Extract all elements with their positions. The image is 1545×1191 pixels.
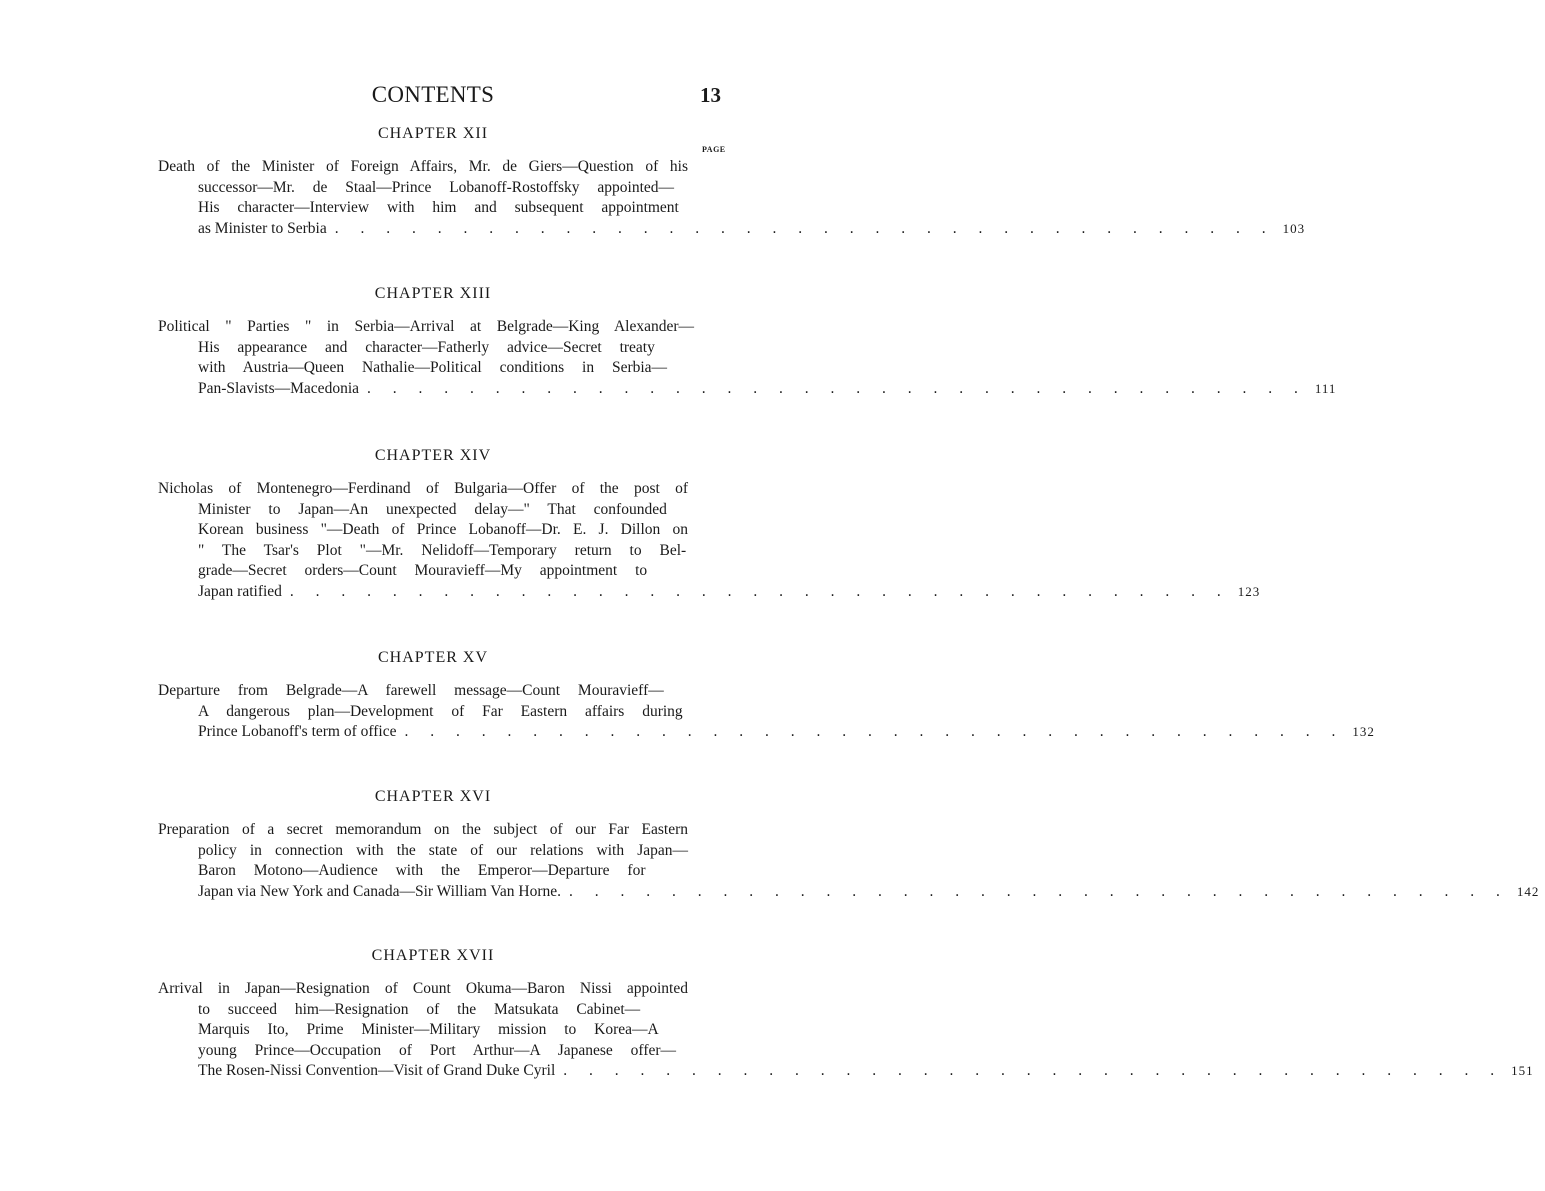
chapter-heading: CHAPTER XII — [377, 125, 489, 142]
page-column-label: PAGE — [702, 145, 726, 154]
chapter-entry — [158, 649, 1375, 743]
summary-line: A dangerous plan—Development of Far Eastern affairs during — [198, 702, 683, 720]
summary-line: policy in connection with the state of our relations with Japan— — [198, 841, 688, 859]
leader-dots: . . . . . . . . . . . . . . . . . . . . . . . . . . . . . . . . . . . . . — [404, 723, 1345, 740]
summary-last-line: Japan via New York and Canada—Sir William Van Horne. — [198, 882, 561, 900]
page-number: 13 — [700, 83, 721, 107]
chapter-summary — [158, 979, 1534, 1082]
summary-line: Marquis Ito, Prime Minister—Military mission to Korea—A — [198, 1021, 659, 1038]
summary-line: Arrival in Japan—Resignation of Count Okuma—Baron Nissi appointed — [158, 980, 688, 997]
summary-line: young Prince—Occupation of Port Arthur—A Japanese offer— — [198, 1041, 677, 1059]
chapter-heading: CHAPTER XVI — [374, 788, 492, 805]
summary-last-line: The Rosen-Nissi Convention—Visit of Grand Duke Cyril — [198, 1062, 556, 1079]
chapter-summary — [158, 479, 1261, 602]
summary-line: " The Tsar's Plot "—Mr. Nelidoff—Temporary return to Bel- — [198, 541, 687, 559]
summary-last-line: Japan ratified — [198, 582, 282, 600]
summary-line: Death of the Minister of Foreign Affairs, Mr. de Giers—Question of his — [158, 158, 688, 175]
chapter-page-number: 123 — [1237, 583, 1261, 599]
chapter-entry — [158, 285, 1337, 399]
chapter-entry — [158, 125, 1306, 239]
chapter-entry — [158, 788, 1540, 902]
chapter-page-number: 103 — [1282, 220, 1306, 236]
chapter-page-number: 142 — [1516, 883, 1540, 899]
running-title: CONTENTS — [371, 82, 495, 107]
chapter-summary — [158, 157, 1306, 239]
summary-line: Minister to Japan—An unexpected delay—" That confounded — [198, 500, 667, 518]
summary-line: Preparation of a secret memorandum on the subject of our Far Eastern — [158, 821, 688, 838]
chapter-entry — [158, 947, 1534, 1082]
summary-line: Baron Motono—Audience with the Emperor—Departure for — [198, 862, 646, 879]
chapter-heading: CHAPTER XIV — [374, 447, 492, 464]
chapter-entry — [158, 447, 1261, 602]
summary-line: His appearance and character—Fatherly advice—Secret treaty — [198, 338, 655, 356]
chapter-heading: CHAPTER XV — [377, 649, 488, 666]
chapter-page-number: 111 — [1314, 380, 1337, 396]
summary-last-line: Pan-Slavists—Macedonia — [198, 379, 360, 397]
summary-last-line: as Minister to Serbia — [198, 219, 327, 237]
chapter-page-number: 151 — [1511, 1063, 1534, 1078]
chapter-summary — [158, 681, 1375, 743]
summary-line: with Austria—Queen Nathalie—Political conditions in Serbia— — [198, 359, 668, 376]
chapter-summary — [158, 820, 1540, 902]
summary-line: Political " Parties " in Serbia—Arrival at Belgrade—King Alexander— — [158, 318, 694, 335]
summary-line: grade—Secret orders—Count Mouravieff—My appointment to — [198, 562, 648, 579]
summary-line: Korean business "—Death of Prince Lobanoff—Dr. E. J. Dillon on — [198, 521, 688, 538]
summary-line: Nicholas of Montenegro—Ferdinand of Bulgaria—Offer of the post of — [158, 480, 688, 497]
summary-line: His character—Interview with him and subsequent appointment — [198, 199, 679, 216]
summary-line: Departure from Belgrade—A farewell message—Count Mouravieff— — [158, 682, 664, 699]
summary-line: successor—Mr. de Staal—Prince Lobanoff-Rostoffsky appointed— — [198, 178, 675, 196]
chapter-summary — [158, 317, 1337, 399]
leader-dots: . . . . . . . . . . . . . . . . . . . . . . . . . . . . . . . . . . . . . — [563, 1062, 1504, 1079]
chapter-page-number: 132 — [1352, 724, 1375, 739]
leader-dots: . . . . . . . . . . . . . . . . . . . . . . . . . . . . . . . . . . . . . — [367, 379, 1307, 397]
summary-line: to succeed him—Resignation of the Matsukata Cabinet— — [198, 1000, 641, 1018]
leader-dots: . . . . . . . . . . . . . . . . . . . . . . . . . . . . . . . . . . . . . — [569, 882, 1509, 900]
chapter-heading: CHAPTER XVII — [371, 947, 495, 964]
leader-dots: . . . . . . . . . . . . . . . . . . . . . . . . . . . . . . . . . . . . . — [289, 582, 1230, 600]
summary-last-line: Prince Lobanoff's term of office — [198, 723, 397, 740]
leader-dots: . . . . . . . . . . . . . . . . . . . . . . . . . . . . . . . . . . . . . — [334, 219, 1275, 237]
chapter-heading: CHAPTER XIII — [374, 285, 492, 302]
